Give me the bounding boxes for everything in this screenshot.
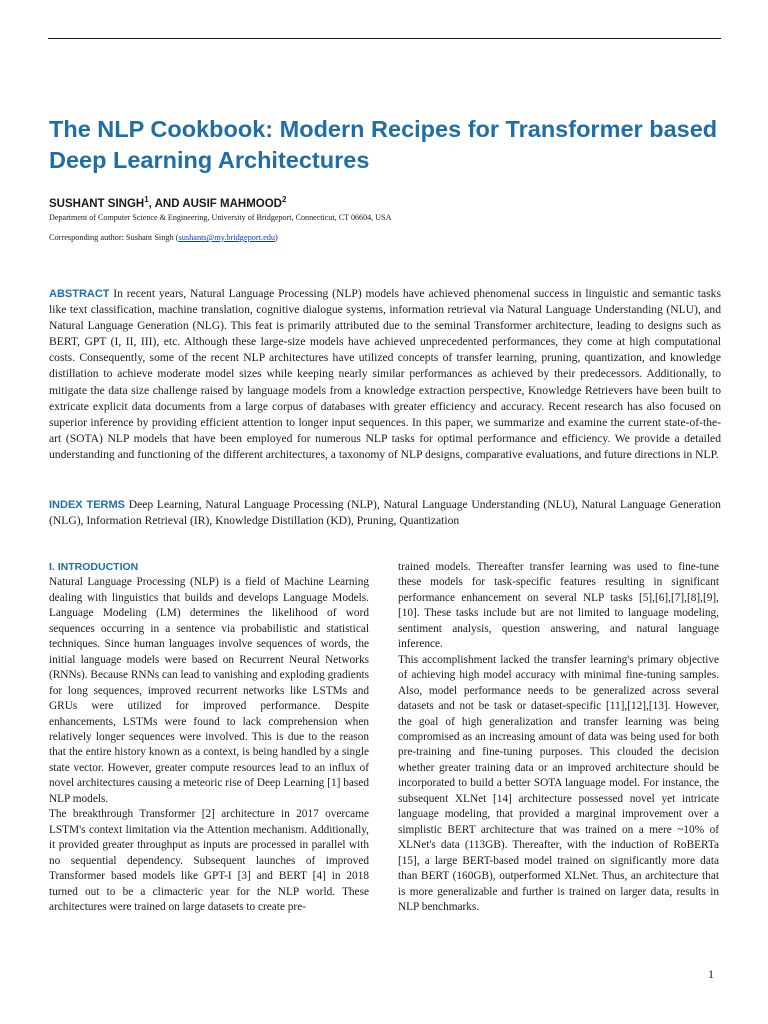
index-terms-label: INDEX TERMS xyxy=(49,499,125,511)
author-affiliation-mark: 2 xyxy=(281,195,287,204)
corresponding-prefix: Corresponding author: Sushant Singh ( xyxy=(49,233,179,242)
left-column xyxy=(49,560,369,915)
section-heading: I. INTRODUCTION xyxy=(49,561,139,573)
author-line xyxy=(49,195,729,210)
corresponding-author xyxy=(49,233,729,242)
header-rule xyxy=(48,38,721,39)
paper-title: The NLP Cookbook: Modern Recipes for Transformer based Deep Learning Architectures xyxy=(49,116,718,173)
index-terms xyxy=(49,497,721,529)
email-link[interactable]: sushants@my.bridgeport.edu xyxy=(178,233,276,242)
author-affiliation-mark: 1 xyxy=(144,195,149,204)
abstract-label: ABSTRACT xyxy=(49,288,110,300)
author-separator: , AND xyxy=(148,197,183,210)
abstract xyxy=(49,286,721,463)
paragraph: The breakthrough Transformer [2] architecture in 2017 overcame LSTM's context limitation via the Attention mechanism. Additionally, it provided greater throughput as inputs are processed in parallel with no sequential dependency. Subsequent launches of improved Transformer based models like GPT-I [3] and BERT [4] in 2018 turned out to be a climacteric year for the NLP world. These architectures were trained on large datasets to create pre- xyxy=(49,808,369,913)
author-name: SUSHANT SINGH xyxy=(49,197,145,210)
author-name: AUSIF MAHMOOD xyxy=(182,197,282,210)
page-number: 1 xyxy=(708,967,714,981)
paragraph: This accomplishment lacked the transfer learning's primary objective of achieving high model accuracy with minimal fine-tuning samples. Also, model performance needs to be generalized across several datasets and not be task or dataset-specific [11],[12],[13]. However, the goal of high generalization and transfer learning was being compromised as an increasing amount of data was being used for both pre-training and fine-tuning purposes. This clouded the decision whether greater training data or an improved architecture should be incorporated to build a better SOTA language model. For instance, the subsequent XLNet [14] architecture possessed novel yet intricate language modeling, that provided a marginal improvement over a simplistic BERT architecture that was trained on a mere ~10% of XLNet's data (113GB). Thereafter, with the induction of RoBERTa [15], a large BERT-based model trained on significantly more data than BERT (160GB), outperformed XLNet. Thus, an architecture that is more generalizable and further is trained on larger data, results in NLP benchmarks. xyxy=(398,653,719,913)
corresponding-suffix: ) xyxy=(275,233,278,242)
right-column xyxy=(398,560,719,915)
abstract-text: In recent years, Natural Language Processing (NLP) models have achieved phenomenal success in linguistic and semantic tasks like text classification, machine translation, cognitive dialogue systems, information retrieval via Natural Language Understanding (NLU), and Natural Language Generation (NLG). This feat is primarily attributed due to the seminal Transformer architecture, leading to designs such as BERT, GPT (I, II, III), etc. Although these large-size models have achieved unprecedented performances, they come at high computational costs. Consequently, some of the recent NLP architectures have utilized concepts of transfer learning, pruning, quantization, and knowledge distillation to achieve moderate model sizes while keeping nearly similar performances as achieved by their predecessors. Additionally, to mitigate the data size challenge raised by language models from a knowledge extraction perspective, Knowledge Retrievers have been built to extricate explicit data documents from a large corpus of databases with greater efficiency and accuracy. Recent research has also focused on superior inference by providing efficient attention to longer input sequences. In this paper, we summarize and examine the current state-of-the-art (SOTA) NLP models that have been employed for numerous NLP tasks for optimal performance and efficiency. We provide a detailed understanding and functioning of the different architectures, a taxonomy of NLP designs, comparative evaluations, and future directions in NLP. xyxy=(49,287,721,461)
paragraph: trained models. Thereafter transfer learning was used to fine-tune these models for task-specific features resulting in significant performance enhancement on several NLP tasks [5],[6],[7],[8],[9],[10]. These tasks include but are not limited to language modeling, sentiment analysis, question answering, and natural language inference. xyxy=(398,561,719,651)
affiliation: Department of Computer Science & Engineering, University of Bridgeport, Connecticut, CT 06604, USA xyxy=(49,213,392,222)
index-terms-text: Deep Learning, Natural Language Processing (NLP), Natural Language Understanding (NLU), Natural Language Generation (NLG), Information Retrieval (IR), Knowledge Distillation (KD), Pruning, Quantization xyxy=(49,498,721,528)
paragraph: Natural Language Processing (NLP) is a field of Machine Learning dealing with linguistics that builds and develops Language Models. Language Modeling (LM) determines the likelihood of word sequences occurring in a sentence via probabilistic and statistical techniques. Since human languages involve sequences of words, the initial language models were based on Recurrent Neural Networks (RNNs). Because RNNs can lead to vanishing and exploding gradients for long sequences, improved recurrent networks like LSTMs and GRUs were utilized for improved performance. Despite enhancements, LSTMs were found to lack comprehension when relatively longer sequences were involved. This is due to the reason that the entire history known as a context, is being handled by a single state vector. However, greater compute resources lead to an influx of novel architectures causing a meteoric rise of Deep Learning [1] based NLP models. xyxy=(49,576,370,805)
